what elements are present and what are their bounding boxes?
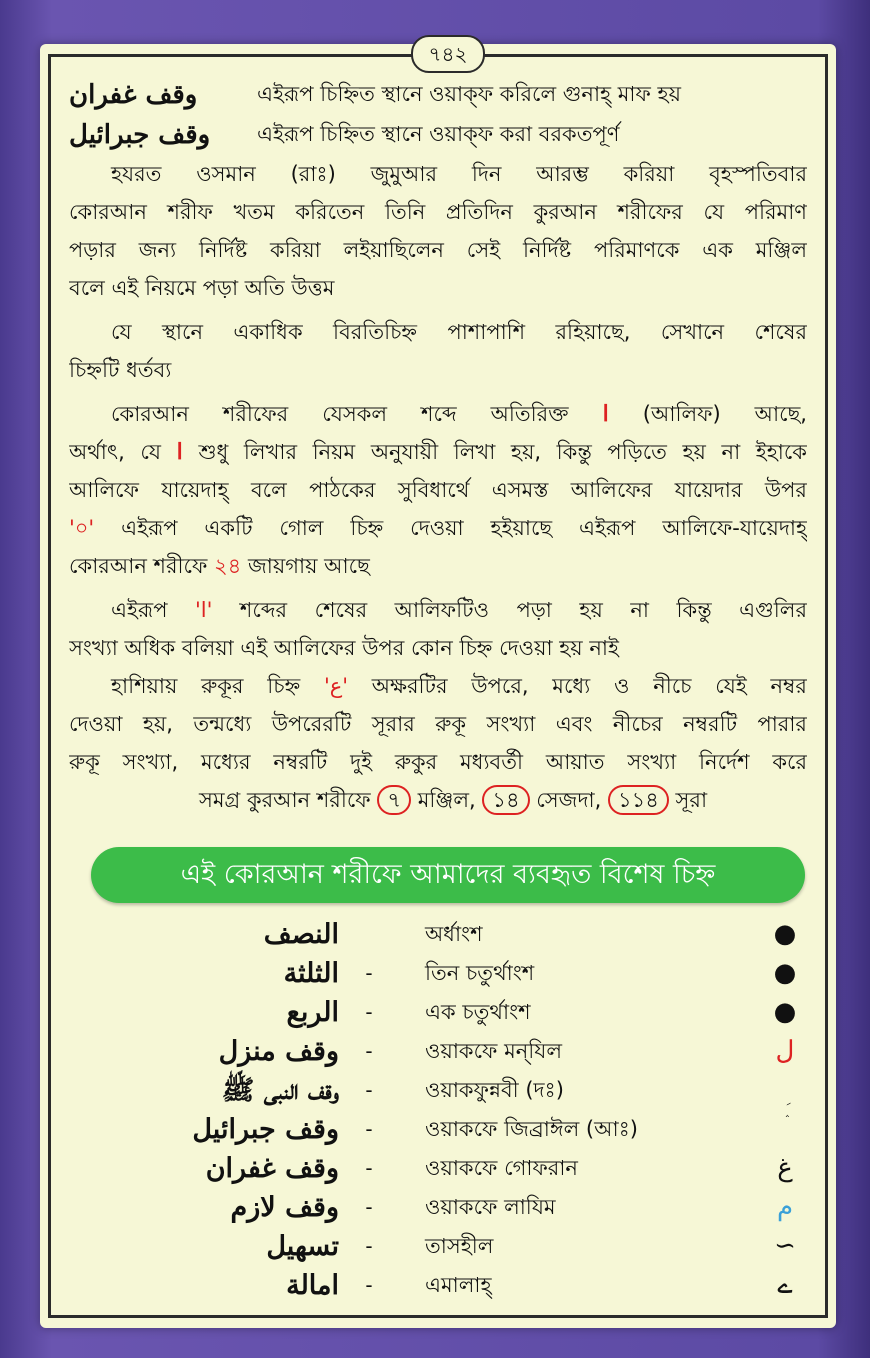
arabic-term: وقف منزل [218,1036,339,1067]
text-span: শব্দের শেষের আলিফটিও পড়া হয় না কিন্তু এগুলির [239,598,807,622]
text-span: হাশিয়ায় রুকূর চিহ্ন [111,674,301,698]
symbol-row [77,1032,825,1071]
row-dash: - [365,1000,373,1024]
bangla-term: ওয়াকফে জিব্রাঈল (আঃ) [425,1117,639,1141]
bangla-term: তাসহীল [425,1234,494,1258]
sign-symbol: ● [773,919,797,949]
arabic-term: وقف لازم [230,1192,339,1223]
summary-prefix: সমগ্র কুরআন শরীফে [199,788,371,812]
bangla-term: ওয়াকফে লাযিম [425,1195,556,1219]
arabic-term: الثلثة [283,958,339,989]
arabic-term: النصف [263,919,339,950]
row-dash: - [365,1117,373,1141]
paragraph-line: যে স্থানে একাধিক বিরতিচিহ্ন পাশাপাশি রহিয়াছে, সেখানে শেষের [111,320,807,344]
text-span: এইরূপ একটি গোল চিহ্ন দেওয়া হইয়াছে এইরূপ আলিফে-যায়েদাহ্ [121,516,807,540]
paragraph-line [69,591,807,629]
symbol-row [77,954,825,993]
row-dash: - [365,1039,373,1063]
waqf-description: এইরূপ চিহ্নিত স্থানে ওয়াক্ফ করা বরকতপূর্ণ [257,121,620,146]
symbol-row [77,1188,825,1227]
paragraph-line: দেওয়া হয়, তন্মধ্যে উপরেরটি সূরার রুকূ সংখ্যা এবং নীচের নম্বরটি পারার [69,712,807,736]
symbol-row [77,1266,825,1305]
book-page [40,44,836,1328]
waqf-line-ghufran [69,75,807,115]
paragraph-line [69,395,807,433]
row-dash: - [365,1195,373,1219]
paragraph-line [69,667,807,705]
text-span: কোরআন শরীফে [69,554,208,578]
symbol-row [77,1227,825,1266]
sign-symbol [765,1110,805,1149]
arabic-term: وقف النبی ﷺ [221,1075,339,1106]
symbol-row [77,1110,825,1149]
symbol-row [77,1149,825,1188]
sign-symbol: م [776,1192,794,1222]
sura-count: ১১৪ [608,785,669,815]
manzil-label: মঞ্জিল, [417,788,476,812]
waqf-line-jibrail [69,115,807,155]
page-content [69,75,807,819]
sign-symbol: ● [773,958,797,988]
bangla-term: তিন চতুর্থাংশ [425,961,535,985]
paragraph-line: চিহ্নটি ধর্তব্য [69,358,172,382]
bangla-term: অর্ধাংশ [425,922,483,946]
sign-symbol: غ [777,1153,793,1183]
page-frame [48,42,828,1318]
row-dash: - [365,1234,373,1258]
paragraph-line: বলে এই নিয়মে পড়া অতি উত্তম [69,276,335,300]
bangla-term: ওয়াকফে গোফরান [425,1156,578,1180]
ruku-symbol: 'ع' [323,674,349,698]
arabic-term: امالة [286,1270,339,1301]
text-span: শুধু লিখার নিয়ম অনুযায়ী লিখা হয়, কিন্তু পড়িতে হয় না ইহাকে [198,440,807,464]
arabic-waqf-label: وقف غفران [69,80,198,110]
sura-label: সূরা [675,788,708,812]
symbol-row [77,1071,825,1110]
waqf-description: এইরূপ চিহ্নিত স্থানে ওয়াক্ফ করিলে গুনাহ্ মাফ হয় [257,81,681,106]
alif-symbol: 'ا' [194,598,213,622]
arabic-term: وقف غفران [205,1153,339,1184]
bangla-term: ওয়াকফে মন্‌যিল [425,1039,563,1063]
bangla-term: ওয়াকফুন্নবী (দঃ) [425,1078,564,1102]
manzil-count: ৭ [377,785,411,815]
sign-symbol: ∽ [774,1231,796,1261]
text-span: কোরআন শরীফের যেসকল শব্দে অতিরিক্ত [111,402,569,426]
sign-symbol: ے [777,1270,793,1300]
sajda-count: ১৪ [482,785,529,815]
bangla-term: এমালাহ্ [425,1273,492,1297]
page-number: ৭৪২ [411,35,485,73]
sign-symbol [765,1071,805,1110]
alif-symbol: ا [602,401,609,427]
paragraph-line: হযরত ওসমান (রাঃ) জুমুআর দিন আরম্ভ করিয়া বৃহস্পতিবার [111,162,807,186]
text-span: জায়গায় আছে [248,554,370,578]
count-number: ২৪ [214,554,242,578]
arabic-waqf-label: وقف جبرائیل [69,120,211,150]
text-span: এইরূপ [111,598,168,622]
paragraph-line: সংখ্যা অধিক বলিয়া এই আলিফের উপর কোন চিহ্ন দেওয়া হয় নাই [69,636,619,660]
round-sign-symbol: '০' [69,516,95,540]
symbol-row [77,993,825,1032]
paragraph-line [69,433,807,471]
paragraph-line: পড়ার জন্য নির্দিষ্ট করিয়া লইয়াছিলেন সেই নির্দিষ্ট পরিমাণকে এক মঞ্জিল [69,238,807,262]
alif-symbol: ا [176,439,183,465]
text-span: অর্থাৎ, যে [69,440,162,464]
text-span: (আলিফ) আছে, [642,402,807,426]
row-dash: - [365,1078,373,1102]
symbols-table [77,915,825,1305]
row-dash: - [365,1156,373,1180]
arabic-term: تسهیل [266,1231,339,1262]
paragraph-line [69,547,807,585]
row-dash: - [365,1273,373,1297]
sign-symbol: ● [773,997,797,1027]
paragraph-line: কোরআন শরীফ খতম করিতেন তিনি প্রতিদিন কুরআন শরীফের যে পরিমাণ [69,200,807,224]
bangla-term: এক চতুর্থাংশ [425,1000,531,1024]
paragraph-line [69,509,807,547]
row-dash: - [365,961,373,985]
symbol-row [77,915,825,954]
special-signs-banner: এই কোরআন শরীফে আমাদের ব্যবহৃত বিশেষ চিহ্ন [91,847,805,903]
arabic-term: وقف جبرائیل [192,1114,339,1145]
paragraph-line: আলিফে যায়েদাহ্ বলে পাঠকের সুবিধার্থে এসমস্ত আলিফের যায়েদার উপর [69,478,807,502]
text-span: অক্ষরটির উপরে, মধ্যে ও নীচে যেই নম্বর [371,674,807,698]
sajda-label: সেজদা, [536,788,602,812]
paragraph-line: রুকূ সংখ্যা, মধ্যের নম্বরটি দুই রুকুর মধ্যবর্তী আয়াত সংখ্যা নির্দেশ করে [69,750,807,774]
arabic-term: الربع [286,997,339,1028]
summary-line [69,781,807,819]
sign-symbol: ل [775,1036,795,1066]
